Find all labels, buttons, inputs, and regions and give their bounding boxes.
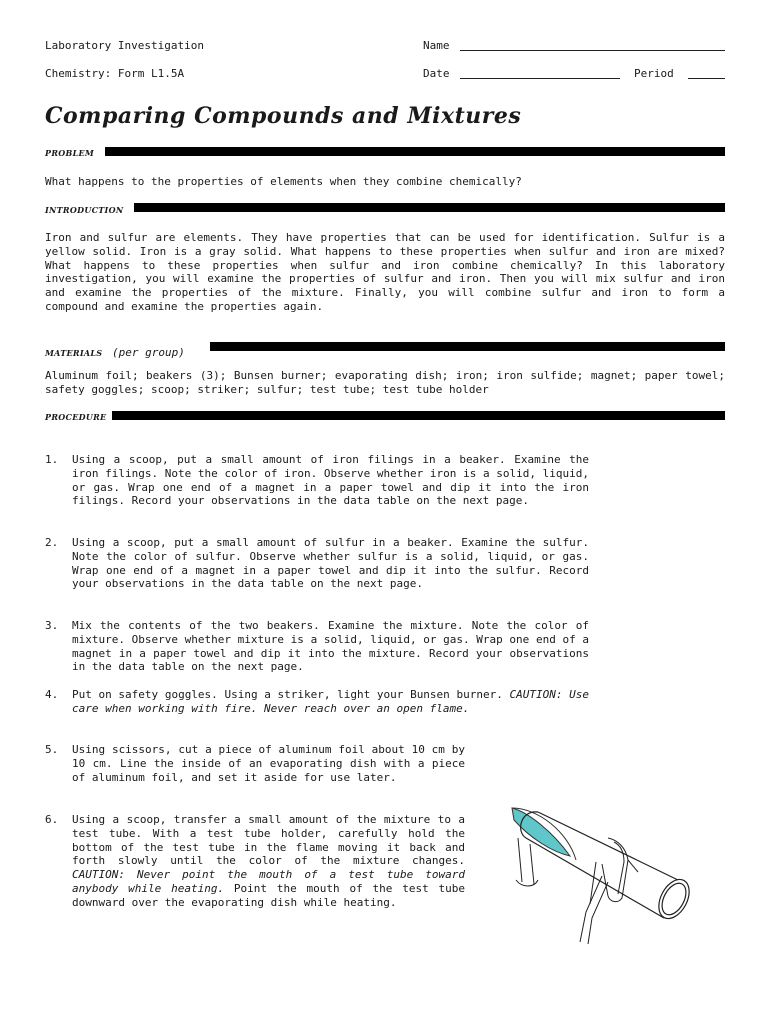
step-text: Using a scoop, put a small amount of iron filings in a beaker. Examine the iron filings. Note the color of iron. Observe whether iron is a solid, liquid, or gas. Wrap one end of a magnet in a paper towel and dip it into the iron filings. Record your observations in the data table on the next page. <box>72 453 589 508</box>
procedure-bar <box>112 411 725 420</box>
name-field-line[interactable] <box>460 50 725 51</box>
step-text: Using scissors, cut a piece of aluminum foil about 10 cm by 10 cm. Line the inside of an evaporating dish with a piece of aluminum foil, and set it aside for use later. <box>72 743 465 784</box>
step-number: 2. <box>45 536 59 549</box>
step-number: 4. <box>45 688 59 701</box>
procedure-step <box>45 688 590 716</box>
introduction-heading: INTRODUCTION <box>45 205 124 215</box>
procedure-step <box>45 453 589 508</box>
step-number: 3. <box>45 619 59 632</box>
page-title: Comparing Compounds and Mixtures <box>45 103 522 129</box>
test-tube-icon <box>521 812 696 924</box>
test-tube-holder-icon <box>580 838 638 944</box>
period-field-line[interactable] <box>688 78 725 79</box>
materials-heading-row <box>45 341 185 360</box>
flame-icon <box>512 808 570 856</box>
step-caution: CAUTION: Use care when working with fire. Never reach over an open flame. <box>72 688 590 715</box>
materials-note: (per group) <box>112 346 185 359</box>
procedure-step <box>45 743 465 784</box>
date-field-line[interactable] <box>460 78 620 79</box>
step-number: 6. <box>45 813 59 826</box>
step-text: Put on safety goggles. Using a striker, light your Bunsen burner. <box>72 688 503 701</box>
materials-bar <box>210 342 725 351</box>
procedure-step <box>45 619 589 674</box>
step-text-after: Point the mouth of the test tube downward over the evaporating dish while heating. <box>72 881 466 909</box>
test-tube-flame-illustration <box>478 772 728 972</box>
step-number: 1. <box>45 453 59 466</box>
lab-label: Laboratory Investigation <box>45 39 204 52</box>
date-label: Date <box>423 67 450 80</box>
materials-text: Aluminum foil; beakers (3); Bunsen burner; evaporating dish; iron; iron sulfide; magnet; paper towel; safety goggles; scoop; striker; sulfur; test tube; test tube holder <box>45 369 725 396</box>
step-number: 5. <box>45 743 59 756</box>
problem-bar <box>105 147 725 156</box>
step-caution: CAUTION: Never point the mouth of a test tube toward anybody while heating. <box>72 868 465 895</box>
step-text: Using a scoop, transfer a small amount of the mixture to a test tube. With a test tube holder, carefully hold the bottom of the test tube in the flame moving it back and forth slowly until the color of the mixture changes. <box>72 813 465 868</box>
step-text: Mix the contents of the two beakers. Examine the mixture. Note the color of mixture. Observe whether mixture is a solid, liquid, or gas. Wrap one end of a magnet in a paper towel and dip it into the mixture. Record your observations in the data table on the next page. <box>72 619 589 674</box>
name-label: Name <box>423 39 450 52</box>
course-label: Chemistry: Form L1.5A <box>45 67 185 80</box>
procedure-step <box>45 536 589 591</box>
problem-heading: PROBLEM <box>45 148 95 158</box>
period-label: Period <box>634 67 674 80</box>
introduction-text: Iron and sulfur are elements. They have properties that can be used for identification. Sulfur is a yellow solid. Iron is a gray solid. What happens to these properties when sulfur and iron are mixed? What happens to these properties when sulfur and iron combine chemically? In this laboratory investigation, you will examine the properties of sulfur and iron. Then you will mix sulfur and iron and examine the properties of the mixture. Finally, you will combine sulfur and iron to form a compound and examine the properties again. <box>45 231 725 313</box>
step-text: Using a scoop, put a small amount of sulfur in a beaker. Examine the sulfur. Note the color of sulfur. Observe whether sulfur is a solid, liquid, or gas. Wrap one end of a magnet in a paper towel and dip it into the sulfur. Record your observations in the data table on the next page. <box>72 536 589 591</box>
procedure-heading: PROCEDURE <box>45 412 107 422</box>
materials-heading: MATERIALS <box>45 348 103 358</box>
problem-text: What happens to the properties of elements when they combine chemically? <box>45 175 522 188</box>
procedure-step <box>45 813 466 910</box>
introduction-bar <box>134 203 725 212</box>
